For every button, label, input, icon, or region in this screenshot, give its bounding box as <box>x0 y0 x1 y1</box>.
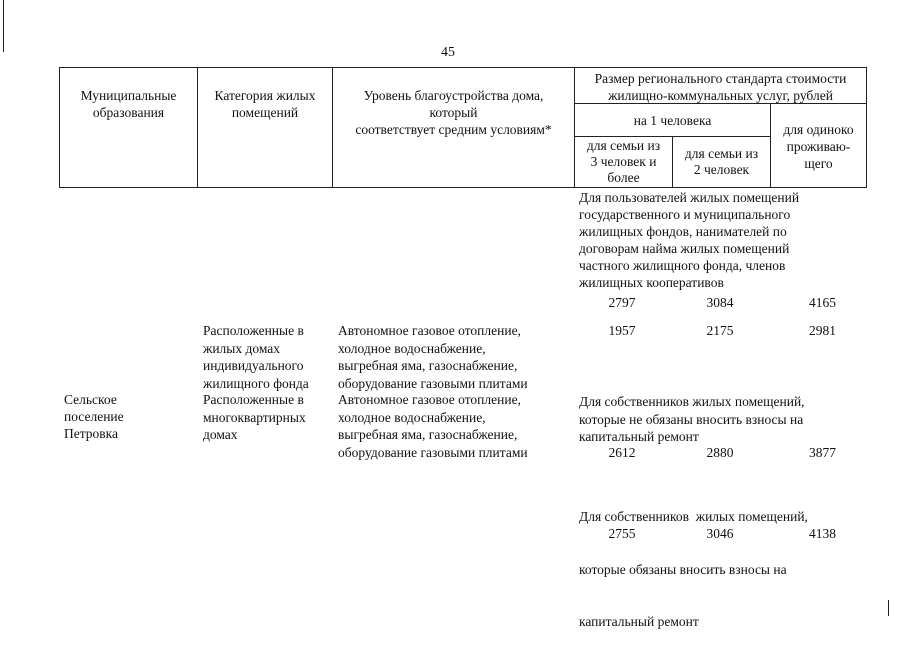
header-category: Категория жилых помещений <box>214 88 316 120</box>
value-owners-no-contrib-single: 3877 <box>809 445 836 460</box>
value-tenants-family2: 3084 <box>706 295 734 310</box>
municipality-name: Сельское поселение Петровка <box>64 392 124 441</box>
scan-edge-mark <box>3 0 4 52</box>
header-single: для одиноко проживаю- щего <box>783 122 854 171</box>
grid-line <box>59 67 867 68</box>
category-apartment: Расположенные в многоквартирных домах <box>203 392 306 442</box>
value-individual-family2: 2175 <box>706 323 734 338</box>
header-standard-size: Размер регионального стандарта стоимости жилищно-коммунальных услуг, рублей <box>594 71 847 103</box>
value-tenants-single: 4165 <box>809 295 836 310</box>
comfort-apartment: Автономное газовое отопление, холодное водоснабжение, выгребная яма, газоснабжение, оборудование газовыми плитами <box>338 392 528 460</box>
header-family-2: для семьи из 2 человек <box>684 146 759 177</box>
group-owners-no-contrib-text: Для собственников жилых помещений, которые не обязаны вносить взносы на капитальный ремонт <box>579 394 805 444</box>
comfort-individual: Автономное газовое отопление, холодное водоснабжение, выгребная яма, газоснабжение, оборудование газовыми плитами <box>338 323 528 391</box>
header-per-person: на 1 человека <box>633 113 712 128</box>
grid-line <box>59 187 867 188</box>
value-owners-contrib-family2: 3046 <box>706 526 734 541</box>
group-owners-contrib-text: Для собственников жилых помещений, которые обязаны вносить взносы на капитальный ремонт <box>579 509 808 629</box>
grid-line <box>197 67 198 188</box>
value-owners-no-contrib-family3: 2612 <box>608 445 636 460</box>
header-family-3: для семьи из 3 человек и более <box>586 138 661 185</box>
scan-edge-mark <box>888 600 889 616</box>
grid-line <box>59 67 60 188</box>
value-owners-contrib-single: 4138 <box>809 526 836 541</box>
header-municipality: Муниципальные образования <box>80 88 177 120</box>
value-owners-no-contrib-family2: 2880 <box>706 445 734 460</box>
value-individual-family3: 1957 <box>608 323 636 338</box>
grid-line <box>866 67 867 188</box>
category-individual: Расположенные в жилых домах индивидуального жилищного фонда <box>203 323 309 391</box>
value-individual-single: 2981 <box>809 323 836 338</box>
page-number: 45 <box>441 45 455 60</box>
header-comfort-level: Уровень благоустройства дома, который соответствует средним условиям* <box>355 88 552 137</box>
value-tenants-family3: 2797 <box>608 295 636 310</box>
value-owners-contrib-family3: 2755 <box>608 526 636 541</box>
group-tenants-text: Для пользователей жилых помещений государственного и муниципального жилищных фондов, нанимателей по договорам найма жилых помещений частного жилищного фонда, членов жилищных кооперативов <box>579 190 800 290</box>
